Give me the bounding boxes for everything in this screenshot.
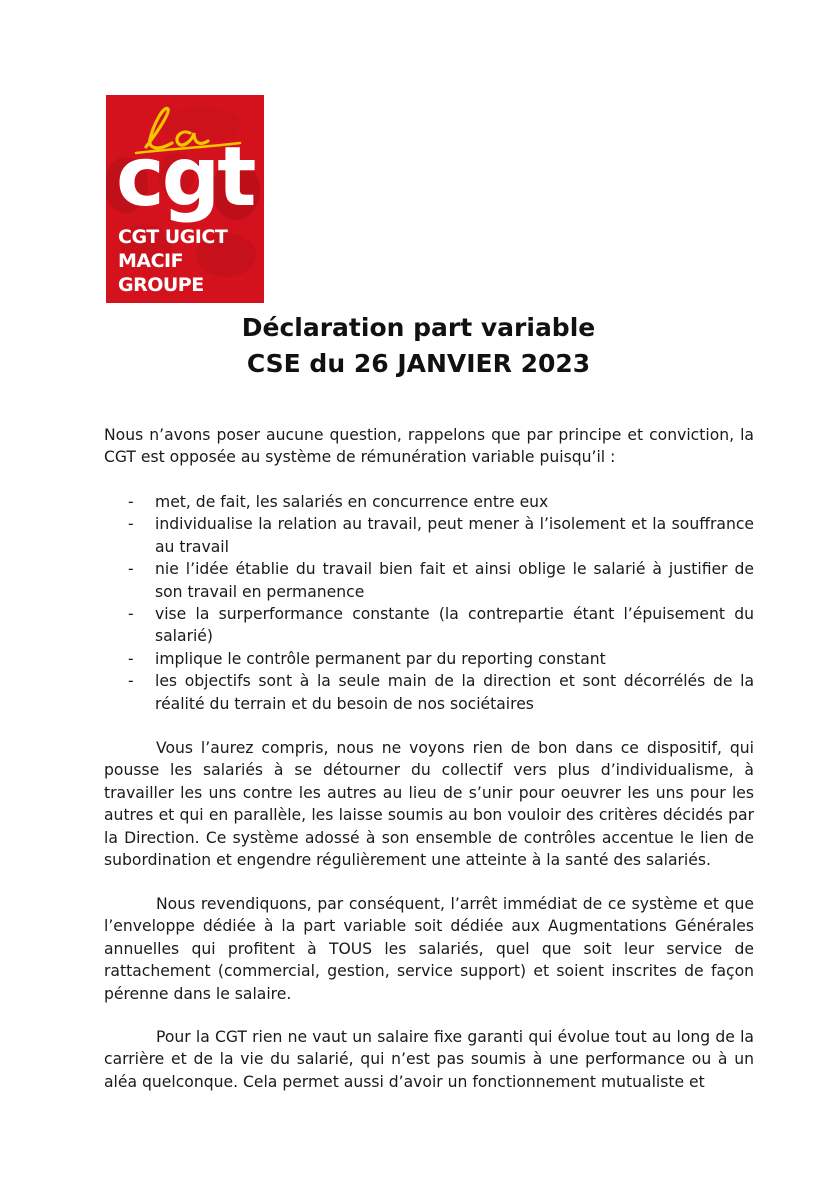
reasons-list [104,491,754,715]
list-item [104,558,754,603]
bullet-dash: - [128,515,134,534]
bullet-dash: - [128,649,134,668]
document-subtitle: CSE du 26 JANVIER 2023 [246,349,591,378]
bullet-dash: - [128,493,134,511]
list-item-text: individualise la relation au travail, peut mener à l’isolement et la souffrance au travail [155,515,754,556]
list-item-text: les objectifs sont à la seule main de la direction et sont décorrélés de la réalité du terrain et du besoin de nos sociétaires [155,672,754,713]
logo-brand-text: cgt [116,130,254,225]
cgt-logo [106,95,264,303]
intro-paragraph: Nous n’avons poser aucune question, rappelons que par principe et conviction, la CGT est opposée au système de rémunération variable puisqu’il : [104,426,754,467]
list-item [104,670,754,715]
list-item-text: met, de fait, les salariés en concurrence entre eux [155,493,549,511]
bullet-dash: - [128,605,134,624]
list-item [104,648,754,670]
logo-line-1: CGT UGICT [118,226,228,248]
logo-line-2: MACIF [118,250,184,272]
list-item [104,491,754,513]
document-title: Déclaration part variable [241,313,596,342]
list-item-text: nie l’idée établie du travail bien fait et ainsi oblige le salarié à justifier de son travail en permanence [155,560,754,601]
list-item [104,603,754,648]
bullet-dash: - [128,672,134,691]
body-paragraph-3: Pour la CGT rien ne vaut un salaire fixe garanti qui évolue tout au long de la carrière et de la vie du salarié, qui n’est pas soumis à une performance ou à un aléa quelconque. Cela permet aussi d’avoir un fonctionnement mutualiste et [104,1028,754,1091]
logo-line-3: GROUPE [118,274,204,296]
body-paragraph-2: Nous revendiquons, par conséquent, l’arrêt immédiat de ce système et que l’enveloppe dédiée à la part variable soit dédiée aux Augmentations Générales annuelles qui profitent à TOUS les salariés, quel que soit leur service de rattachement (commercial, gestion, service support) et soient inscrites de façon pérenne dans le salaire. [104,895,754,1003]
list-item [104,513,754,558]
list-item-text: vise la surperformance constante (la contrepartie étant l’épuisement du salarié) [155,605,754,646]
bullet-dash: - [128,560,134,579]
body-paragraph-1: Vous l’aurez compris, nous ne voyons rien de bon dans ce dispositif, qui pousse les salariés à se détourner du collectif vers plus d’individualisme, à travailler les uns contre les autres au lieu de s’unir pour oeuvrer les uns pour les autres et qui en parallèle, les laisse soumis au bon vouloir des critères décidés par la Direction. Ce système adossé à son ensemble de contrôles accentue le lien de subordination et engendre régulièrement une atteinte à la santé des salariés. [104,739,754,870]
list-item-text: implique le contrôle permanent par du reporting constant [155,649,606,668]
